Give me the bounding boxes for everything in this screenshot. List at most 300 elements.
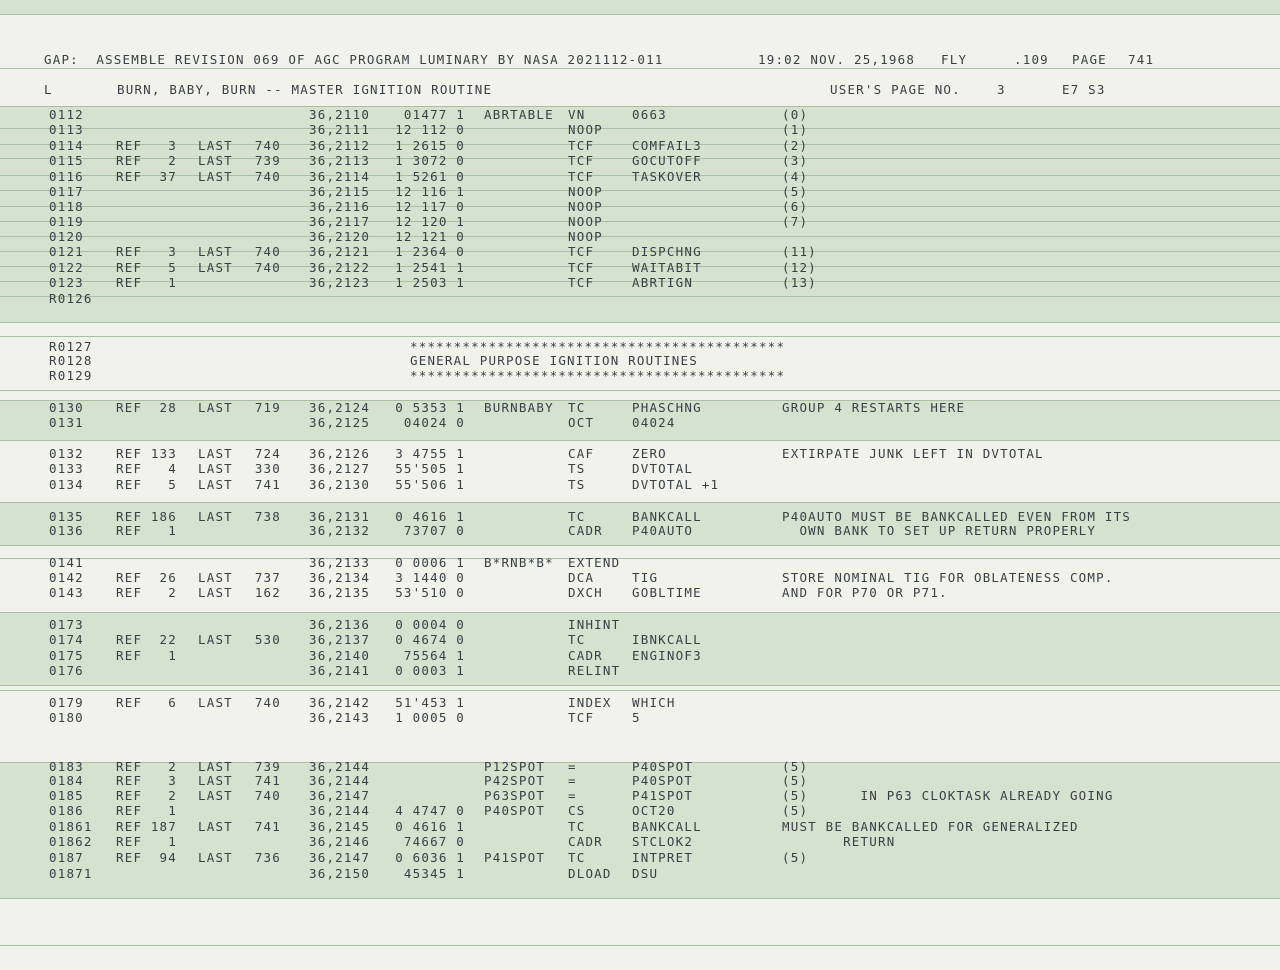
comment: MUST BE BANKCALLED FOR GENERALIZED bbox=[782, 819, 1079, 834]
fly-label: FLY bbox=[941, 52, 968, 67]
comment: AND FOR P70 OR P71. bbox=[782, 585, 948, 600]
last-label: LAST bbox=[198, 695, 233, 710]
comment: (5) bbox=[782, 773, 809, 788]
ref-label: REF bbox=[116, 834, 143, 849]
operand: ABRTIGN bbox=[632, 275, 694, 290]
opcode: CAF bbox=[568, 446, 595, 461]
listing-row bbox=[0, 663, 1280, 678]
last-label: LAST bbox=[198, 759, 233, 774]
listing-row bbox=[0, 368, 1280, 383]
octal-word: 53'510 0 bbox=[395, 585, 465, 600]
opcode: = bbox=[568, 788, 577, 803]
ref-label: REF bbox=[116, 477, 143, 492]
last-page: 724 bbox=[254, 446, 281, 461]
listing-row bbox=[0, 585, 1280, 600]
line-number: R0126 bbox=[49, 291, 93, 306]
last-page: 740 bbox=[254, 260, 281, 275]
ref-count: 2 bbox=[168, 759, 177, 774]
listing-row bbox=[0, 509, 1280, 524]
memory-address: 36,2142 bbox=[309, 695, 371, 710]
ref-count: 1 bbox=[168, 803, 177, 818]
ref-label: REF bbox=[116, 850, 143, 865]
opcode: TCF bbox=[568, 153, 595, 168]
line-number: R0129 bbox=[49, 368, 93, 383]
listing-row bbox=[0, 446, 1280, 461]
last-label: LAST bbox=[198, 819, 233, 834]
comment: GROUP 4 RESTARTS HERE bbox=[782, 400, 966, 415]
ref-count: 187 bbox=[150, 819, 177, 834]
memory-address: 36,2111 bbox=[309, 122, 371, 137]
listing-row bbox=[0, 275, 1280, 290]
section-banner-text: GENERAL PURPOSE IGNITION ROUTINES bbox=[410, 353, 698, 368]
operand: ZERO bbox=[632, 446, 667, 461]
listing-row bbox=[0, 759, 1280, 774]
octal-word: 3 4755 1 bbox=[395, 446, 465, 461]
listing-row bbox=[0, 523, 1280, 538]
memory-address: 36,2123 bbox=[309, 275, 371, 290]
last-page: 736 bbox=[254, 850, 281, 865]
line-number: 0176 bbox=[49, 663, 84, 678]
memory-address: 36,2116 bbox=[309, 199, 371, 214]
memory-address: 36,2117 bbox=[309, 214, 371, 229]
octal-word: 0 0004 0 bbox=[395, 617, 465, 632]
comment: P40AUTO MUST BE BANKCALLED EVEN FROM ITS bbox=[782, 509, 1132, 524]
ref-count: 133 bbox=[150, 446, 177, 461]
memory-address: 36,2122 bbox=[309, 260, 371, 275]
listing-row bbox=[0, 617, 1280, 632]
octal-word: 55'505 1 bbox=[395, 461, 465, 476]
listing-row bbox=[0, 850, 1280, 865]
comment: (0) bbox=[782, 107, 809, 122]
line-number: 0115 bbox=[49, 153, 84, 168]
memory-address: 36,2126 bbox=[309, 446, 371, 461]
operand: DSU bbox=[632, 866, 659, 881]
octal-word: 51'453 1 bbox=[395, 695, 465, 710]
octal-word: 12 116 1 bbox=[395, 184, 465, 199]
ref-label: REF bbox=[116, 169, 143, 184]
octal-word: 0 6036 1 bbox=[395, 850, 465, 865]
octal-word: 0 4616 1 bbox=[395, 819, 465, 834]
ref-label: REF bbox=[116, 773, 143, 788]
line-number: 0184 bbox=[49, 773, 84, 788]
line-number: 0117 bbox=[49, 184, 84, 199]
listing-row bbox=[0, 353, 1280, 368]
last-page: 740 bbox=[254, 244, 281, 259]
listing-row bbox=[0, 169, 1280, 184]
ref-label: REF bbox=[116, 260, 143, 275]
listing-row bbox=[0, 710, 1280, 725]
ref-label: REF bbox=[116, 509, 143, 524]
comment: (11) bbox=[782, 244, 817, 259]
memory-address: 36,2131 bbox=[309, 509, 371, 524]
listing-row bbox=[0, 788, 1280, 803]
octal-word: 75564 1 bbox=[403, 648, 465, 663]
comment: (5) bbox=[782, 803, 809, 818]
listing-row bbox=[0, 866, 1280, 881]
octal-word: 1 3072 0 bbox=[395, 153, 465, 168]
listing-row bbox=[0, 819, 1280, 834]
line-number: 0175 bbox=[49, 648, 84, 663]
opcode: CADR bbox=[568, 523, 603, 538]
operand: TIG bbox=[632, 570, 659, 585]
listing-row bbox=[0, 695, 1280, 710]
octal-word: 3 1440 0 bbox=[395, 570, 465, 585]
listing-row bbox=[0, 229, 1280, 244]
ref-count: 94 bbox=[159, 850, 177, 865]
memory-address: 36,2135 bbox=[309, 585, 371, 600]
comment: (13) bbox=[782, 275, 817, 290]
memory-address: 36,2113 bbox=[309, 153, 371, 168]
operand: DISPCHNG bbox=[632, 244, 702, 259]
last-label: LAST bbox=[198, 138, 233, 153]
ref-label: REF bbox=[116, 244, 143, 259]
opcode: NOOP bbox=[568, 122, 603, 137]
opcode: TC bbox=[568, 632, 586, 647]
page-code: E7 S3 bbox=[1062, 82, 1106, 97]
comment: (5) IN P63 CLOKTASK ALREADY GOING bbox=[782, 788, 1114, 803]
line-number: 0179 bbox=[49, 695, 84, 710]
opcode: TCF bbox=[568, 275, 595, 290]
operand: STCLOK2 bbox=[632, 834, 694, 849]
operand: WAITABIT bbox=[632, 260, 702, 275]
page-label: PAGE bbox=[1072, 52, 1107, 67]
operand: DVTOTAL bbox=[632, 461, 694, 476]
users-page-number: 3 bbox=[997, 82, 1006, 97]
opcode: RELINT bbox=[568, 663, 621, 678]
fly-code: .109 bbox=[1014, 52, 1049, 67]
last-page: 530 bbox=[254, 632, 281, 647]
ref-count: 22 bbox=[159, 632, 177, 647]
line-number: 01861 bbox=[49, 819, 93, 834]
ref-label: REF bbox=[116, 759, 143, 774]
ref-count: 2 bbox=[168, 788, 177, 803]
symbol-label: P42SPOT bbox=[484, 773, 546, 788]
symbol-label: P63SPOT bbox=[484, 788, 546, 803]
ref-count: 186 bbox=[150, 509, 177, 524]
opcode: NOOP bbox=[568, 184, 603, 199]
listing-row bbox=[0, 339, 1280, 354]
last-label: LAST bbox=[198, 461, 233, 476]
listing-row bbox=[0, 260, 1280, 275]
listing-row bbox=[0, 291, 1280, 306]
operand: INTPRET bbox=[632, 850, 694, 865]
last-label: LAST bbox=[198, 244, 233, 259]
octal-word: 1 2615 0 bbox=[395, 138, 465, 153]
comment: (6) bbox=[782, 199, 809, 214]
listing-row bbox=[0, 122, 1280, 137]
operand: ENGINOF3 bbox=[632, 648, 702, 663]
operand: COMFAIL3 bbox=[632, 138, 702, 153]
octal-word: 45345 1 bbox=[403, 866, 465, 881]
last-page: 740 bbox=[254, 695, 281, 710]
last-label: LAST bbox=[198, 632, 233, 647]
memory-address: 36,2141 bbox=[309, 663, 371, 678]
line-number: 0131 bbox=[49, 415, 84, 430]
octal-word: 0 0006 1 bbox=[395, 555, 465, 570]
symbol-label: P41SPOT bbox=[484, 850, 546, 865]
last-label: LAST bbox=[198, 570, 233, 585]
ref-label: REF bbox=[116, 803, 143, 818]
assembly-title: GAP: ASSEMBLE REVISION 069 OF AGC PROGRAM LUMINARY BY NASA 2021112-011 bbox=[44, 52, 664, 67]
last-label: LAST bbox=[198, 850, 233, 865]
ref-count: 5 bbox=[168, 260, 177, 275]
octal-word: 1 2364 0 bbox=[395, 244, 465, 259]
line-number: 0119 bbox=[49, 214, 84, 229]
page-number: 741 bbox=[1128, 52, 1155, 67]
ref-label: REF bbox=[116, 648, 143, 663]
comment: OWN BANK TO SET UP RETURN PROPERLY bbox=[782, 523, 1097, 538]
octal-word: 0 4674 0 bbox=[395, 632, 465, 647]
memory-address: 36,2143 bbox=[309, 710, 371, 725]
listing-row bbox=[0, 477, 1280, 492]
listing-row bbox=[0, 184, 1280, 199]
ref-label: REF bbox=[116, 788, 143, 803]
listing-row bbox=[0, 138, 1280, 153]
line-number: 0135 bbox=[49, 509, 84, 524]
memory-address: 36,2133 bbox=[309, 555, 371, 570]
line-number: 0183 bbox=[49, 759, 84, 774]
line-number: 0132 bbox=[49, 446, 84, 461]
opcode: TCF bbox=[568, 138, 595, 153]
ref-count: 5 bbox=[168, 477, 177, 492]
memory-address: 36,2110 bbox=[309, 107, 371, 122]
comment: RETURN bbox=[782, 834, 896, 849]
line-number: 0187 bbox=[49, 850, 84, 865]
listing-row bbox=[0, 632, 1280, 647]
line-number: 0120 bbox=[49, 229, 84, 244]
opcode: TCF bbox=[568, 260, 595, 275]
octal-word: 0 5353 1 bbox=[395, 400, 465, 415]
ref-count: 37 bbox=[159, 169, 177, 184]
operand: DVTOTAL +1 bbox=[632, 477, 720, 492]
comment: (5) bbox=[782, 759, 809, 774]
line-number: 0141 bbox=[49, 555, 84, 570]
last-page: 330 bbox=[254, 461, 281, 476]
ref-label: REF bbox=[116, 138, 143, 153]
last-page: 741 bbox=[254, 773, 281, 788]
opcode: = bbox=[568, 759, 577, 774]
opcode: DCA bbox=[568, 570, 595, 585]
line-number: R0128 bbox=[49, 353, 93, 368]
octal-word: 01477 1 bbox=[403, 107, 465, 122]
ref-label: REF bbox=[116, 446, 143, 461]
line-number: 0116 bbox=[49, 169, 84, 184]
octal-word: 74667 0 bbox=[403, 834, 465, 849]
last-label: LAST bbox=[198, 400, 233, 415]
ref-count: 1 bbox=[168, 523, 177, 538]
page-subtitle: BURN, BABY, BURN -- MASTER IGNITION ROUTINE bbox=[117, 82, 493, 97]
ref-label: REF bbox=[116, 153, 143, 168]
ref-count: 1 bbox=[168, 275, 177, 290]
listing-row bbox=[0, 461, 1280, 476]
opcode: DXCH bbox=[568, 585, 603, 600]
comment: (5) bbox=[782, 184, 809, 199]
ref-label: REF bbox=[116, 461, 143, 476]
opcode: NOOP bbox=[568, 229, 603, 244]
comment: (3) bbox=[782, 153, 809, 168]
last-page: 740 bbox=[254, 138, 281, 153]
listing-row bbox=[0, 214, 1280, 229]
ref-count: 6 bbox=[168, 695, 177, 710]
last-label: LAST bbox=[198, 773, 233, 788]
opcode: NOOP bbox=[568, 214, 603, 229]
octal-word: 4 4747 0 bbox=[395, 803, 465, 818]
symbol-label: P40SPOT bbox=[484, 803, 546, 818]
line-number: R0127 bbox=[49, 339, 93, 354]
ref-count: 26 bbox=[159, 570, 177, 585]
line-number: 0134 bbox=[49, 477, 84, 492]
ref-count: 2 bbox=[168, 585, 177, 600]
ref-count: 3 bbox=[168, 138, 177, 153]
ref-count: 3 bbox=[168, 773, 177, 788]
listing-row bbox=[0, 199, 1280, 214]
opcode: TC bbox=[568, 509, 586, 524]
octal-word: 12 120 1 bbox=[395, 214, 465, 229]
octal-word: 12 117 0 bbox=[395, 199, 465, 214]
line-number: 0136 bbox=[49, 523, 84, 538]
last-page: 739 bbox=[254, 153, 281, 168]
operand: GOCUTOFF bbox=[632, 153, 702, 168]
last-page: 741 bbox=[254, 819, 281, 834]
opcode: CS bbox=[568, 803, 586, 818]
line-number: 0113 bbox=[49, 122, 84, 137]
listing-row bbox=[0, 773, 1280, 788]
users-page-label: USER'S PAGE NO. bbox=[830, 82, 961, 97]
line-number: 0173 bbox=[49, 617, 84, 632]
memory-address: 36,2144 bbox=[309, 773, 371, 788]
memory-address: 36,2147 bbox=[309, 788, 371, 803]
operand: PHASCHNG bbox=[632, 400, 702, 415]
memory-address: 36,2115 bbox=[309, 184, 371, 199]
memory-address: 36,2140 bbox=[309, 648, 371, 663]
operand: IBNKCALL bbox=[632, 632, 702, 647]
memory-address: 36,2127 bbox=[309, 461, 371, 476]
memory-address: 36,2145 bbox=[309, 819, 371, 834]
last-page: 740 bbox=[254, 169, 281, 184]
memory-address: 36,2130 bbox=[309, 477, 371, 492]
last-label: LAST bbox=[198, 509, 233, 524]
line-number: 0123 bbox=[49, 275, 84, 290]
line-number: 01862 bbox=[49, 834, 93, 849]
section-banner-text: ******************************************* bbox=[410, 339, 786, 354]
line-number: 0118 bbox=[49, 199, 84, 214]
opcode: INDEX bbox=[568, 695, 612, 710]
octal-word: 12 121 0 bbox=[395, 229, 465, 244]
octal-word: 0 4616 1 bbox=[395, 509, 465, 524]
memory-address: 36,2132 bbox=[309, 523, 371, 538]
operand: P40SPOT bbox=[632, 773, 694, 788]
last-label: LAST bbox=[198, 788, 233, 803]
opcode: = bbox=[568, 773, 577, 788]
operand: WHICH bbox=[632, 695, 676, 710]
operand: 04024 bbox=[632, 415, 676, 430]
operand: P41SPOT bbox=[632, 788, 694, 803]
memory-address: 36,2137 bbox=[309, 632, 371, 647]
listing-row bbox=[0, 834, 1280, 849]
ref-label: REF bbox=[116, 400, 143, 415]
ref-count: 28 bbox=[159, 400, 177, 415]
listing-row bbox=[0, 153, 1280, 168]
line-number: 0174 bbox=[49, 632, 84, 647]
last-page: 719 bbox=[254, 400, 281, 415]
comment: (12) bbox=[782, 260, 817, 275]
opcode: TS bbox=[568, 461, 586, 476]
line-number: 0122 bbox=[49, 260, 84, 275]
octal-word: 1 2503 1 bbox=[395, 275, 465, 290]
comment: STORE NOMINAL TIG FOR OBLATENESS COMP. bbox=[782, 570, 1114, 585]
memory-address: 36,2146 bbox=[309, 834, 371, 849]
opcode: TCF bbox=[568, 244, 595, 259]
memory-address: 36,2147 bbox=[309, 850, 371, 865]
octal-word: 12 112 0 bbox=[395, 122, 465, 137]
operand: 0663 bbox=[632, 107, 667, 122]
ref-label: REF bbox=[116, 819, 143, 834]
ref-label: REF bbox=[116, 585, 143, 600]
opcode: TCF bbox=[568, 710, 595, 725]
operand: P40AUTO bbox=[632, 523, 694, 538]
last-label: LAST bbox=[198, 260, 233, 275]
opcode: TC bbox=[568, 819, 586, 834]
assembly-timestamp: 19:02 NOV. 25,1968 bbox=[758, 52, 916, 67]
ref-label: REF bbox=[116, 570, 143, 585]
opcode: TC bbox=[568, 400, 586, 415]
memory-address: 36,2112 bbox=[309, 138, 371, 153]
l-marker: L bbox=[44, 82, 53, 97]
comment: (7) bbox=[782, 214, 809, 229]
last-page: 740 bbox=[254, 788, 281, 803]
memory-address: 36,2150 bbox=[309, 866, 371, 881]
memory-address: 36,2144 bbox=[309, 803, 371, 818]
listing-row bbox=[0, 244, 1280, 259]
operand: 5 bbox=[632, 710, 641, 725]
comment: EXTIRPATE JUNK LEFT IN DVTOTAL bbox=[782, 446, 1044, 461]
listing-row bbox=[0, 803, 1280, 818]
last-page: 162 bbox=[254, 585, 281, 600]
symbol-label: B*RNB*B* bbox=[484, 555, 554, 570]
ref-count: 1 bbox=[168, 648, 177, 663]
line-number: 0186 bbox=[49, 803, 84, 818]
line-number: 0180 bbox=[49, 710, 84, 725]
opcode: TC bbox=[568, 850, 586, 865]
last-page: 739 bbox=[254, 759, 281, 774]
comment: (1) bbox=[782, 122, 809, 137]
octal-word: 04024 0 bbox=[403, 415, 465, 430]
last-label: LAST bbox=[198, 169, 233, 184]
memory-address: 36,2120 bbox=[309, 229, 371, 244]
opcode: DLOAD bbox=[568, 866, 612, 881]
listing-row bbox=[0, 570, 1280, 585]
memory-address: 36,2144 bbox=[309, 759, 371, 774]
listing-row bbox=[0, 415, 1280, 430]
operand: TASKOVER bbox=[632, 169, 702, 184]
last-label: LAST bbox=[198, 153, 233, 168]
octal-word: 73707 0 bbox=[403, 523, 465, 538]
ref-label: REF bbox=[116, 695, 143, 710]
line-number: 0142 bbox=[49, 570, 84, 585]
opcode: VN bbox=[568, 107, 586, 122]
opcode: TCF bbox=[568, 169, 595, 184]
last-label: LAST bbox=[198, 446, 233, 461]
octal-word: 1 0005 0 bbox=[395, 710, 465, 725]
opcode: CADR bbox=[568, 648, 603, 663]
line-number: 0121 bbox=[49, 244, 84, 259]
listing-row bbox=[0, 400, 1280, 415]
memory-address: 36,2124 bbox=[309, 400, 371, 415]
line-number: 0185 bbox=[49, 788, 84, 803]
comment: (5) bbox=[782, 850, 809, 865]
memory-address: 36,2125 bbox=[309, 415, 371, 430]
opcode: INHINT bbox=[568, 617, 621, 632]
